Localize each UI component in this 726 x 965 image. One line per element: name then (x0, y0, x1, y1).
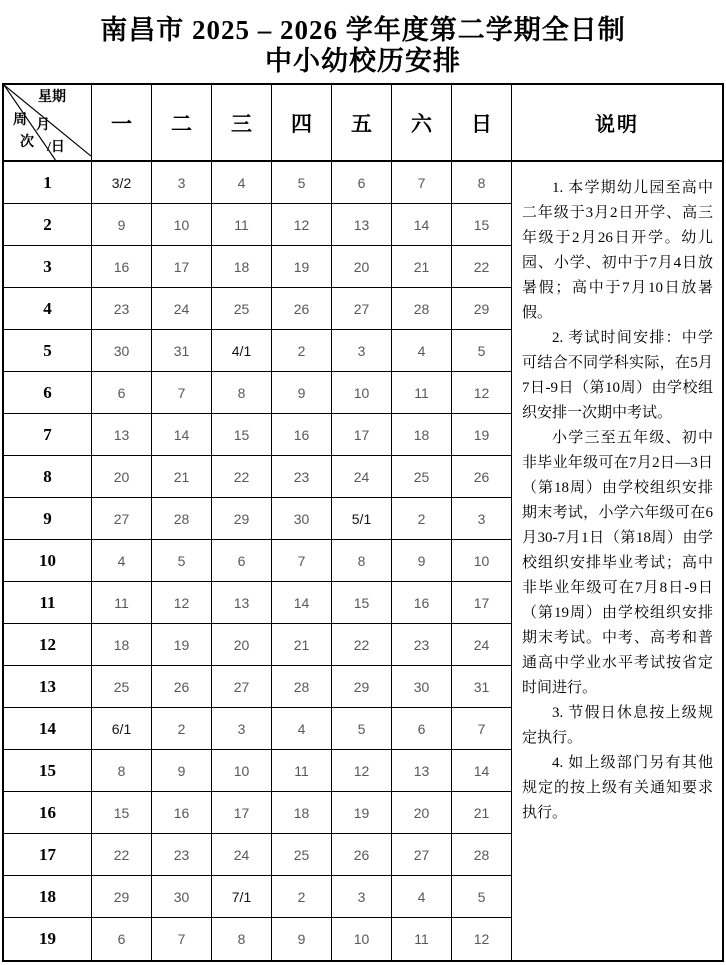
date-cell: 15 (212, 414, 272, 456)
date-cell: 28 (392, 288, 452, 330)
week-number: 9 (4, 498, 92, 540)
week-number: 8 (4, 456, 92, 498)
date-cell: 22 (92, 834, 152, 876)
note-paragraph: 3. 节假日休息按上级规定执行。 (522, 705, 713, 746)
date-cell: 16 (152, 792, 212, 834)
date-cell: 5 (332, 708, 392, 750)
date-cell: 13 (92, 414, 152, 456)
date-cell: 6 (92, 372, 152, 414)
note-paragraph: 小学三至五年级、初中非毕业年级可在7月2日—3日（第18周）由学校组织安排期末考试，小学六年级可在6月30-7月1日（第18周）由学校组织安排毕业考试；高中非毕业年级可在7月8日-9日（第19周）由学校组织安排期末考试。中考、高考和普通高中学业水平考试按省定时间进行。 (522, 430, 713, 696)
week-number: 17 (4, 834, 92, 876)
date-cell: 3 (152, 162, 212, 204)
date-cell: 22 (452, 246, 512, 288)
week-number: 16 (4, 792, 92, 834)
date-cell: 13 (392, 750, 452, 792)
date-cell: 14 (272, 582, 332, 624)
week-number: 6 (4, 372, 92, 414)
date-cell: 6 (92, 918, 152, 960)
date-cell: 5 (152, 540, 212, 582)
page-title-line2: 中小幼校历安排 (265, 46, 461, 76)
note-paragraph: 1. 本学期幼儿园至高中二年级于3月2日开学、高三年级于2月26日开学。幼儿园、小学、初中于7月4日放暑假；高中于7月10日放暑假。 (522, 180, 713, 321)
date-cell: 24 (332, 456, 392, 498)
date-cell: 6/1 (92, 708, 152, 750)
date-cell: 7 (392, 162, 452, 204)
date-cell: 7 (452, 708, 512, 750)
date-cell: 11 (272, 750, 332, 792)
day-header-tue: 二 (152, 85, 212, 162)
week-number: 1 (4, 162, 92, 204)
date-cell: 7 (152, 372, 212, 414)
week-number: 15 (4, 750, 92, 792)
date-cell: 16 (92, 246, 152, 288)
date-cell: 4 (392, 330, 452, 372)
date-cell: 11 (92, 582, 152, 624)
date-cell: 26 (332, 834, 392, 876)
date-cell: 21 (152, 456, 212, 498)
date-cell: 13 (212, 582, 272, 624)
date-cell: 28 (272, 666, 332, 708)
date-cell: 27 (92, 498, 152, 540)
date-cell: 22 (332, 624, 392, 666)
date-cell: 3 (332, 330, 392, 372)
corner-label-week-2: 次 (20, 135, 34, 150)
date-cell: 11 (212, 204, 272, 246)
date-cell: 18 (392, 414, 452, 456)
date-cell: 7 (272, 540, 332, 582)
date-cell: 18 (212, 246, 272, 288)
date-cell: 11 (392, 372, 452, 414)
date-cell: 12 (272, 204, 332, 246)
date-cell: 4 (392, 876, 452, 918)
week-number: 11 (4, 582, 92, 624)
day-header-wed: 三 (212, 85, 272, 162)
date-cell: 6 (392, 708, 452, 750)
date-cell: 25 (92, 666, 152, 708)
date-cell: 4 (272, 708, 332, 750)
date-cell: 10 (332, 372, 392, 414)
date-cell: 28 (452, 834, 512, 876)
date-cell: 11 (392, 918, 452, 960)
date-cell: 29 (332, 666, 392, 708)
date-cell: 27 (392, 834, 452, 876)
week-number: 7 (4, 414, 92, 456)
date-cell: 26 (152, 666, 212, 708)
week-number: 10 (4, 540, 92, 582)
date-cell: 27 (212, 666, 272, 708)
date-cell: 9 (92, 204, 152, 246)
date-cell: 22 (212, 456, 272, 498)
date-cell: 21 (392, 246, 452, 288)
date-cell: 12 (332, 750, 392, 792)
date-cell: 20 (92, 456, 152, 498)
day-header-mon: 一 (92, 85, 152, 162)
date-cell: 19 (452, 414, 512, 456)
date-cell: 5 (452, 330, 512, 372)
date-cell: 8 (212, 372, 272, 414)
date-cell: 18 (272, 792, 332, 834)
date-cell: 19 (152, 624, 212, 666)
date-cell: 12 (452, 372, 512, 414)
date-cell: 25 (212, 288, 272, 330)
date-cell: 8 (452, 162, 512, 204)
date-cell: 4/1 (212, 330, 272, 372)
date-cell: 15 (452, 204, 512, 246)
date-cell: 23 (272, 456, 332, 498)
date-cell: 20 (392, 792, 452, 834)
date-cell: 30 (152, 876, 212, 918)
date-cell: 24 (452, 624, 512, 666)
date-cell: 25 (272, 834, 332, 876)
date-cell: 21 (272, 624, 332, 666)
date-cell: 19 (272, 246, 332, 288)
date-cell: 10 (152, 204, 212, 246)
date-cell: 28 (152, 498, 212, 540)
note-paragraph: 4. 如上级部门另有其他规定的按上级有关通知要求执行。 (522, 755, 713, 821)
date-cell: 12 (152, 582, 212, 624)
corner-header-cell (4, 85, 92, 162)
date-cell: 5 (272, 162, 332, 204)
week-number: 19 (4, 918, 92, 960)
date-cell: 5/1 (332, 498, 392, 540)
date-cell: 10 (452, 540, 512, 582)
week-number: 3 (4, 246, 92, 288)
date-cell: 13 (332, 204, 392, 246)
date-cell: 15 (92, 792, 152, 834)
day-header-thu: 四 (272, 85, 332, 162)
date-cell: 2 (152, 708, 212, 750)
date-cell: 29 (92, 876, 152, 918)
corner-label-day: /日 (47, 140, 65, 155)
date-cell: 23 (152, 834, 212, 876)
corner-label-month: 月 (36, 118, 50, 133)
date-cell: 24 (212, 834, 272, 876)
date-cell: 3 (332, 876, 392, 918)
date-cell: 8 (92, 750, 152, 792)
date-cell: 17 (452, 582, 512, 624)
date-cell: 4 (92, 540, 152, 582)
week-number: 14 (4, 708, 92, 750)
date-cell: 30 (92, 330, 152, 372)
date-cell: 30 (272, 498, 332, 540)
date-cell: 4 (212, 162, 272, 204)
date-cell: 10 (212, 750, 272, 792)
date-cell: 31 (152, 330, 212, 372)
day-header-sat: 六 (392, 85, 452, 162)
page-title-line1: 南昌市 2025 – 2026 学年度第二学期全日制 (100, 15, 626, 45)
date-cell: 18 (92, 624, 152, 666)
date-cell: 23 (392, 624, 452, 666)
notes-header: 说明 (512, 85, 722, 162)
date-cell: 8 (332, 540, 392, 582)
date-cell: 29 (212, 498, 272, 540)
week-number: 18 (4, 876, 92, 918)
day-header-fri: 五 (332, 85, 392, 162)
date-cell: 17 (212, 792, 272, 834)
week-number: 5 (4, 330, 92, 372)
date-cell: 16 (272, 414, 332, 456)
date-cell: 9 (272, 918, 332, 960)
date-cell: 27 (332, 288, 392, 330)
date-cell: 20 (212, 624, 272, 666)
date-cell: 9 (392, 540, 452, 582)
date-cell: 8 (212, 918, 272, 960)
date-cell: 30 (392, 666, 452, 708)
date-cell: 26 (272, 288, 332, 330)
week-number: 13 (4, 666, 92, 708)
date-cell: 12 (452, 918, 512, 960)
date-cell: 17 (152, 246, 212, 288)
date-cell: 2 (272, 330, 332, 372)
date-cell: 3 (452, 498, 512, 540)
date-cell: 19 (332, 792, 392, 834)
date-cell: 7 (152, 918, 212, 960)
date-cell: 26 (452, 456, 512, 498)
date-cell: 16 (392, 582, 452, 624)
date-cell: 9 (152, 750, 212, 792)
date-cell: 10 (332, 918, 392, 960)
week-number: 12 (4, 624, 92, 666)
calendar-table (2, 83, 724, 962)
date-cell: 6 (212, 540, 272, 582)
date-cell: 15 (332, 582, 392, 624)
week-number: 4 (4, 288, 92, 330)
date-cell: 2 (272, 876, 332, 918)
date-cell: 24 (152, 288, 212, 330)
notes-cell (512, 162, 722, 960)
date-cell: 2 (392, 498, 452, 540)
page-title (0, 0, 726, 77)
week-number: 2 (4, 204, 92, 246)
date-cell: 17 (332, 414, 392, 456)
date-cell: 14 (452, 750, 512, 792)
date-cell: 9 (272, 372, 332, 414)
date-cell: 14 (392, 204, 452, 246)
note-paragraph: 2. 考试时间安排：中学可结合不同学科实际，在5月7日-9日（第10周）由学校组织安排一次期中考试。 (522, 330, 713, 421)
date-cell: 3/2 (92, 162, 152, 204)
date-cell: 6 (332, 162, 392, 204)
corner-label-week-1: 周 (13, 113, 27, 128)
date-cell: 14 (152, 414, 212, 456)
date-cell: 25 (392, 456, 452, 498)
day-header-sun: 日 (452, 85, 512, 162)
corner-label-weekday: 星期 (38, 90, 66, 105)
date-cell: 5 (452, 876, 512, 918)
date-cell: 23 (92, 288, 152, 330)
date-cell: 20 (332, 246, 392, 288)
date-cell: 29 (452, 288, 512, 330)
date-cell: 21 (452, 792, 512, 834)
date-cell: 3 (212, 708, 272, 750)
date-cell: 7/1 (212, 876, 272, 918)
date-cell: 31 (452, 666, 512, 708)
